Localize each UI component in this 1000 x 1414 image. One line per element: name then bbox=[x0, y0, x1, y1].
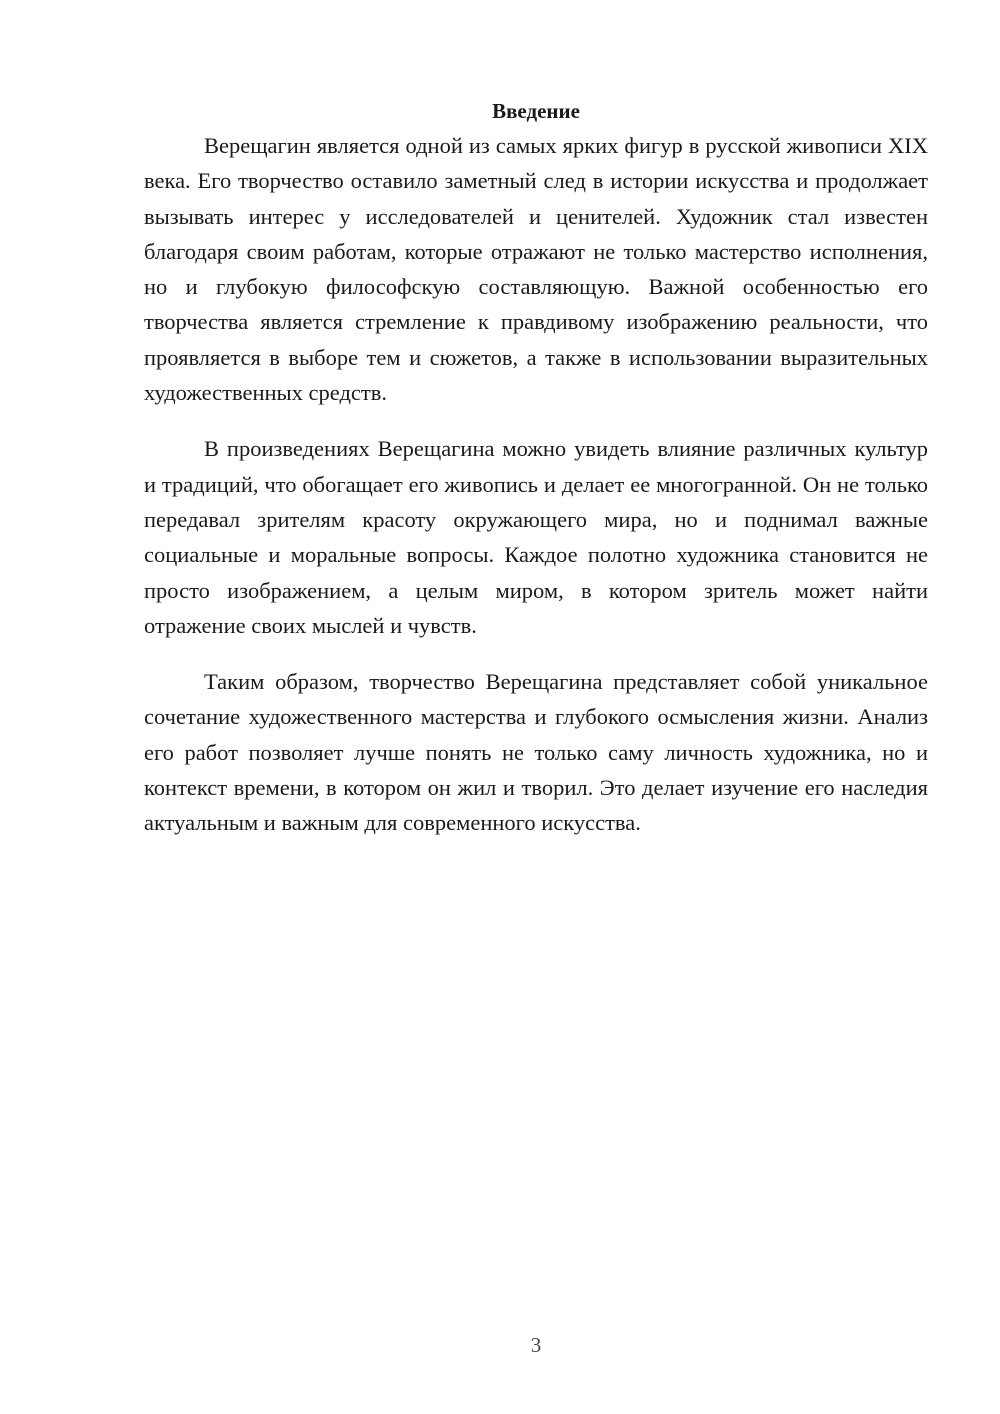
paragraph-3: Таким образом, творчество Верещагина представляет собой уникальное сочетание художественного мастерства и глубокого осмысления жизни. Анализ его работ позволяет лучше понять не только саму личность художника, но и контекст времени, в котором он жил и творил. Это делает изучение его наследия актуальным и важным для современного искусства. bbox=[144, 669, 928, 836]
document-body bbox=[144, 96, 928, 862]
page-number: 3 bbox=[530, 1333, 542, 1357]
section-title: Введение bbox=[492, 99, 580, 123]
paragraph-2: В произведениях Верещагина можно увидеть влияние различных культур и традиций, что обогащает его живопись и делает ее многогранной. Он не только передавал зрителям красоту окружающего мира, но и поднимал важные социальные и моральные вопросы. Каждое полотно художника становится не просто изображением, а целым миром, в котором зритель может найти отражение своих мыслей и чувств. bbox=[144, 436, 928, 638]
paragraph-1: Верещагин является одной из самых ярких фигур в русской живописи XIX века. Его творчество оставило заметный след в истории искусства и продолжает вызывать интерес у исследователей и ценителей. Художник стал известен благодаря своим работам, которые отражают не только мастерство исполнения, но и глубокую философскую составляющую. Важной особенностью его творчества является стремление к правдивому изображению реальности, что проявляется в выборе тем и сюжетов, а также в использовании выразительных художественных средств. bbox=[144, 133, 928, 406]
